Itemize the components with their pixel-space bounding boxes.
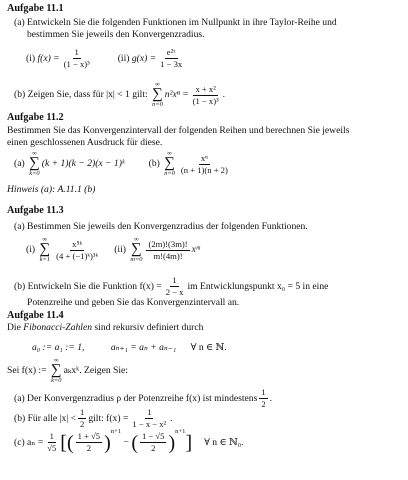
task-11-4-intro: Die Fibonacci-Zahlen sind rekursiv definiert durch xyxy=(7,322,204,333)
sum-symbol: ∞ ∑ k=1 xyxy=(39,236,51,263)
fraction: $\frac{(2m)!(3m)!}{m!(4m)!}$ xyxy=(148,238,188,261)
task-11-3-b: (b) Entwickeln Sie die Funktion f(x) = $\frac{1}{2 - x}$ im Entwicklungspunkt x₀ = 5 in eine Potenzreihe und geben Sie das Konvergenzintervall an. xyxy=(14,275,329,309)
task-11-3-title: Aufgabe 11.3 xyxy=(7,205,64,216)
task-11-4-c: (c) aₙ = $\frac{1}{√5}$ [ ( $\frac{1 + √5}{2}$ ) n+1 − ( $\frac{1 - √5}{2}$ ) n+1 ] ∀ n ∈ ℕ₀. xyxy=(14,428,244,454)
fraction: $\frac{1}{\text{1 − x − x²}}$ xyxy=(132,407,167,430)
fraction: $\frac{1 - √5}{2}$ xyxy=(141,431,165,454)
task-11-4-b: (b) Für alle |x| < $\frac{1}{2}$ gilt: f(x) = $\frac{1}{\text{1 − x − x²}}$ . xyxy=(14,407,173,430)
sum-symbol: ∞ ∑ k=0 xyxy=(29,150,40,177)
sum-symbol: ∞ ∑ k=0 xyxy=(50,357,62,384)
fraction: $\frac{\text{x⁵ᵏ}}{\text{(4 + (−1)ᵏ)³ᵏ}}$ xyxy=(56,238,99,261)
sum-symbol: ∞ ∑ n=0 xyxy=(152,81,163,108)
task-11-4-title: Aufgabe 11.4 xyxy=(7,310,64,321)
sum-symbol: ∞ ∑ n=0 xyxy=(164,150,175,177)
task-11-1-b: (b) Zeigen Sie, dass für |x| < 1 gilt: ∞ ∑ n=0 n²xⁿ = $\frac{\text{x + x²}}{\text{(1 − x)³}}$ . xyxy=(14,81,226,108)
fraction: $\frac{\text{e²ˣ}}{1 - 3x}$ xyxy=(160,47,183,70)
task-11-1-formulas: (i) f(x) = $\frac{1}{\text{(1 − x)³}}$ (ii) g(x) = $\frac{\text{e²ˣ}}{1 - 3x}$ xyxy=(26,47,183,70)
task-11-2-formulas: (a) ∞ ∑ k=0 (k + 1)(k − 2)(x − 1)ᵏ (b) ∞ ∑ n=0 $\frac{\text{xⁿ}}{(n + 1)(n + 2)}$ xyxy=(14,150,228,177)
fibonacci-recursion: a₀ := a₁ := 1, aₙ₊₁ = aₙ + aₙ₋₁ ∀ n ∈ ℕ. xyxy=(32,342,227,353)
task-11-2-text: Bestimmen Sie das Konvergenzintervall der folgenden Reihen und berechnen Sie jeweils einen geschlossenen Ausdruck für diese. xyxy=(7,125,350,148)
fraction: $\frac{1 + √5}{2}$ xyxy=(77,431,101,454)
fraction: $\frac{\text{xⁿ}}{(n + 1)(n + 2)}$ xyxy=(180,152,228,175)
fraction: $\frac{1}{\text{(1 − x)³}}$ xyxy=(63,47,90,70)
task-11-3-a-text: (a) Bestimmen Sie jeweils den Konvergenzradius der folgenden Funktionen. xyxy=(14,221,308,232)
task-11-3-formulas: (i) ∞ ∑ k=1 $\frac{\text{x⁵ᵏ}}{\text{(4 + (−1)ᵏ)³ᵏ}}$ (ii) ∞ ∑ m=0 $\frac{(2m)!(3m)!}{m!(4m)!}$ xᵐ xyxy=(26,236,200,263)
task-11-2-title: Aufgabe 11.2 xyxy=(7,112,64,123)
task-11-4-a: (a) Der Konvergenzradius ρ der Potenzreihe f(x) ist mindestens $\frac{1}{2}$ . xyxy=(14,387,273,410)
fraction: $\frac{1}{2}$ xyxy=(80,407,85,430)
task-11-1-title: Aufgabe 11.1 xyxy=(7,3,64,14)
task-11-4-sei: Sei f(x) := ∞ ∑ k=0 aₖxᵏ. Zeigen Sie: xyxy=(7,357,128,384)
task-11-1-a-text: (a) Entwickeln Sie die folgenden Funktionen im Nullpunkt in ihre Taylor-Reihe und bestimmen Sie jeweils den Konvergenzradius. xyxy=(14,17,337,40)
fraction: $\frac{1}{2 - x}$ xyxy=(165,275,184,298)
fraction: $\frac{1}{√5}$ xyxy=(47,431,57,454)
sum-symbol: ∞ ∑ m=0 xyxy=(130,236,143,263)
fraction: $\frac{1}{2}$ xyxy=(261,387,266,410)
fraction: $\frac{\text{x + x²}}{\text{(1 − x)³}}$ xyxy=(192,83,219,106)
task-11-2-hint: Hinweis (a): A.11.1 (b) xyxy=(7,184,96,195)
